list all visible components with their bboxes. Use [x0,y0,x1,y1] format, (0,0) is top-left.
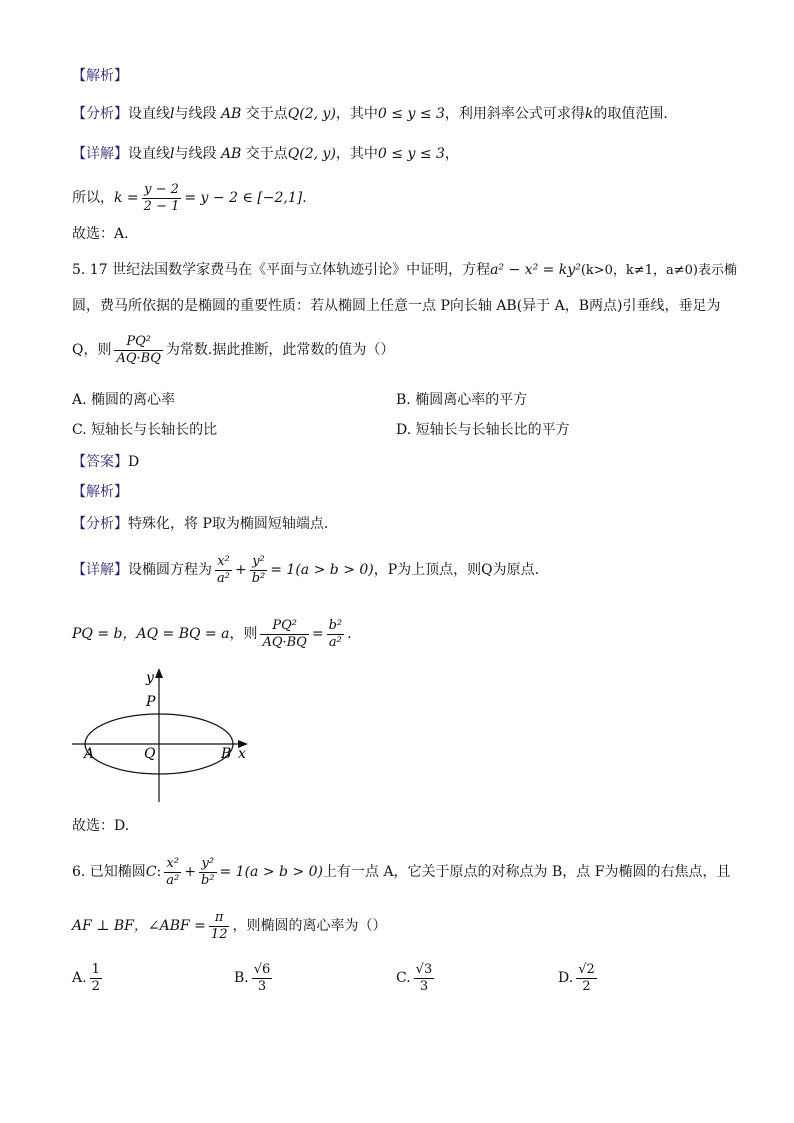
text: ，利用斜率公式可求得 [444,106,585,122]
math-ab: AB [220,106,242,122]
option-fraction [252,962,273,995]
text: Q，则 [72,342,112,358]
label-q: Q [144,746,156,762]
q5-stem-line2 [72,296,721,316]
math-pq: PQ = b，AQ = BQ = a [72,626,230,642]
q5-option-a: A. 椭圆的离心率 [72,392,176,408]
frac-num: √3 [415,961,433,977]
frac-x [164,856,181,889]
math-l: l [170,146,175,162]
label-x: x [238,746,246,762]
text: 的取值范围. [593,106,668,122]
q5-option-d: D. 短轴长与长轴长比的平方 [396,422,570,438]
frac-pi [209,910,230,943]
text: . [347,626,352,642]
frac-num: PQ² [114,334,162,351]
text: 与线段 [174,106,217,122]
text: 5. 17 世纪法国数学家费马在《平面与立体轨迹引论》中证明，方程 [72,262,491,278]
jiexi-heading [72,66,128,86]
frac-num: y² [199,856,217,873]
frac-den: AQ·BQ [116,350,161,366]
frac-den: 12 [210,926,228,942]
frac-den: 2 [91,978,100,994]
text: 6. 已知椭圆 [72,864,146,880]
text: ，其中 [335,146,378,162]
math-ineq: 0 ≤ y ≤ 3 [377,146,445,162]
q5-pq-line [72,614,352,654]
text: ，则 [229,626,258,642]
frac-den: 3 [419,978,429,994]
option-label: B. [234,970,249,986]
text: ，则椭圆的离心率为（） [232,918,387,934]
frac-den: 3 [257,978,267,994]
q6-option-b [234,958,275,998]
frac-num: PQ² [260,618,308,635]
frac-num: b² [328,617,343,633]
frac-den: a² [166,872,180,888]
text: (k>0，k≠1，a≠0)表示椭 [580,263,737,278]
q5-stem-line1 [72,260,737,281]
answer-text: 故选：D. [72,818,130,834]
answer-text: 故选：A. [72,226,129,242]
label-p: P [146,694,156,710]
math-perp: AF ⊥ BF，∠ABF = [72,918,206,934]
math-cond: = 1(a > b > 0) [219,864,323,880]
math-k-eq: k = [114,190,139,206]
frac-num: y − 2 [142,182,182,199]
q5-answer-line [72,452,139,472]
q5-option-c: C. 短轴长与长轴长的比 [72,422,218,438]
q5-xiangjie-line: 【详解】设椭圆方程为 $\frac{\text{x²}}{\text{a²}}$ + $\frac{\text{y²}}{\text{b²}}$ = 1(a > b > 0)，P为上顶点，则Q为原点. [72,553,540,586]
text: : [156,864,162,880]
text: 为常数.据此推断，此常数的值为（） [165,342,395,358]
frac-num: √2 [578,961,595,977]
fenxi-label: 【分析】 [72,516,128,532]
text: 所以， [72,190,114,206]
q5-option-b: B. 椭圆离心率的平方 [396,392,528,408]
q5-jiexi-heading [72,482,128,502]
label-y: y [146,670,154,686]
slope-formula-line [72,180,307,216]
frac-den: a² [328,634,342,650]
frac-ba [327,618,345,651]
answer-line [72,224,129,244]
text: . [302,190,307,206]
slope-fraction [142,182,182,215]
text: ， [444,146,459,162]
text: 上有一点 A，它关于原点的对称点为 B，点 F为椭圆的右焦点，且 [323,864,731,880]
q5-fraction [114,334,162,367]
q6-stem-line1: 6. 已知椭圆C: $\frac{\text{x²}}{\text{a²}}$ + $\frac{\text{y²}}{\text{b²}}$ = 1(a > b > 0)上有一点 A，它关于原点的对称点为 B，点 F为椭圆的右焦点，且 [72,855,731,888]
frac-den: a² [217,570,230,586]
q6-option-a [72,958,105,998]
frac-num: √6 [253,961,271,977]
text: 圆，费马所依据的是椭圆的重要性质：若从椭圆上任意一点 P向长轴 AB(异于 A，B两点)引垂线，垂足为 [72,298,721,314]
text: 交于点 [245,106,288,122]
frac-num: 1 [91,961,100,977]
math-l: l [170,106,175,122]
q6-option-c [396,958,437,998]
frac-den: 2 [582,978,591,994]
answer-label: 【答案】 [72,454,128,470]
math-q: Q(2, y) [287,106,336,122]
jiexi-label: 【解析】 [72,68,128,84]
math-ineq: 0 ≤ y ≤ 3 [377,106,445,122]
frac-den: AQ·BQ [262,634,307,650]
label-a: A [84,746,95,762]
option-fraction [576,962,597,995]
option-fraction [414,962,435,995]
text: 交于点 [245,146,288,162]
q6-stem-line2 [72,906,386,946]
frac-den: b² [251,570,266,586]
q5-stem-line3 [72,332,394,368]
math-cond: = 1(a > b > 0) [270,562,374,578]
math-eq: a² − x² = ky² [490,262,581,278]
frac-num: y² [250,554,268,571]
frac-y [199,856,217,889]
text: = [311,626,324,642]
frac-num: π [209,910,230,927]
frac-den: 2 − 1 [143,198,180,214]
text: 设直线 [128,146,170,162]
option-fraction [90,962,102,995]
option-label: D. [558,970,574,986]
fenxi-line [72,104,668,124]
math-q: Q(2, y) [287,146,336,162]
ellipse-figure [66,664,256,806]
text: ，P为上顶点，则Q为原点. [373,562,540,578]
text: 设椭圆方程为 [128,562,212,578]
text: ，其中 [335,106,378,122]
xiangjie-label: 【详解】 [72,562,128,578]
math-k: k [584,106,594,122]
fenxi-label: 【分析】 [72,106,128,122]
math-range: = y − 2 ∈ [−2,1] [184,190,303,206]
answer-value: D [128,454,140,470]
frac-y [250,554,268,587]
xiangjie-label: 【详解】 [72,146,128,162]
q5-fenxi-line [72,514,328,534]
option-label: C. [396,970,411,986]
y-axis-arrow-icon [155,668,163,678]
text: 特殊化，将 P取为椭圆短轴端点. [128,516,329,532]
frac-num: x² [215,554,232,571]
text: 设直线 [128,106,170,122]
frac-num: x² [164,856,181,873]
q5-guxuan-line [72,816,129,836]
label-b: B [221,746,232,762]
xiangjie-line [72,144,459,164]
option-label: A. [72,970,87,986]
math-ab: AB [220,146,242,162]
frac-pq [260,618,308,651]
frac-x [215,554,232,587]
text: 与线段 [174,146,217,162]
frac-den: b² [200,872,215,888]
math-c: C [145,864,157,880]
q6-option-d [558,958,600,998]
jiexi-label: 【解析】 [72,484,128,500]
